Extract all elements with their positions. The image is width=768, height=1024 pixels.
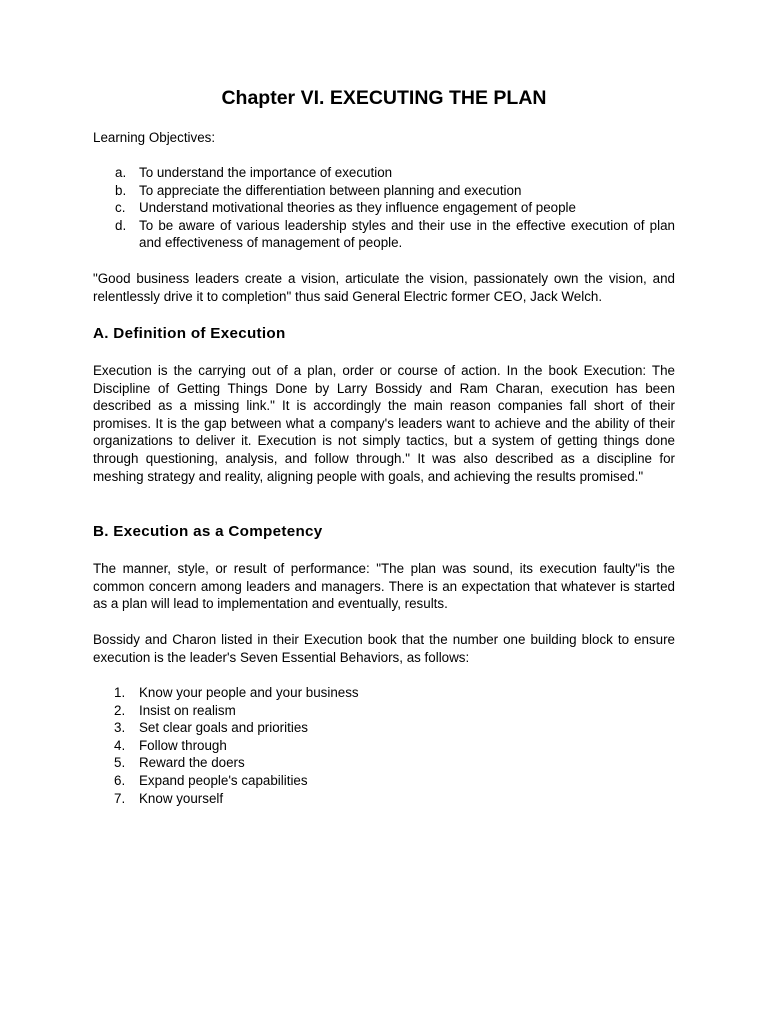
behavior-text: Reward the doers bbox=[139, 755, 245, 771]
objective-text: To be aware of various leadership styles and their use in the effective execution of plan and effectiveness of management of people. bbox=[139, 217, 675, 251]
objective-item bbox=[93, 217, 675, 252]
welch-quote-paragraph: "Good business leaders create a vision, articulate the vision, passionately own the vision, and relentlessly drive it to completion" thus said General Electric former CEO, Jack Welch. bbox=[93, 271, 675, 304]
behaviors-list bbox=[93, 684, 675, 807]
objective-marker: a. bbox=[115, 165, 127, 180]
behavior-text: Know your people and your business bbox=[139, 685, 359, 700]
objective-item bbox=[93, 199, 675, 217]
objective-text: Understand motivational theories as they influence engagement of people bbox=[139, 200, 576, 216]
document-page bbox=[93, 0, 675, 1024]
objectives-label: Learning Objectives: bbox=[93, 130, 216, 145]
section-b-body-2: Bossidy and Charon listed in their Execution book that the number one building block to ensure execution is the leader's Seven Essential Behaviors, as follows: bbox=[93, 632, 675, 665]
behavior-marker: 6. bbox=[114, 772, 126, 788]
objective-item bbox=[93, 164, 675, 182]
behavior-item bbox=[93, 772, 675, 790]
behavior-text: Set clear goals and priorities bbox=[139, 720, 308, 736]
behavior-text: Insist on realism bbox=[139, 702, 236, 718]
behavior-text: Know yourself bbox=[139, 790, 224, 806]
section-b-body-1: The manner, style, or result of performance: "The plan was sound, its execution faulty"is the common concern among leaders and managers. There is an expectation that whatever is started as a plan will lead to implementation and eventually, results. bbox=[93, 561, 675, 612]
behavior-item bbox=[93, 702, 675, 720]
section-a-body: Execution is the carrying out of a plan, order or course of action. In the book Execution: The Discipline of Getting Things Done by Larry Bossidy and Ram Charan, execution has been described as a missing link." It is accordingly the main reason companies fall short of their promises. It is the gap between what a company's leaders want to achieve and the ability of their organizations to deliver it. Execution is not simply tactics, but a system of getting things done through questioning, analysis, and follow through." It was also described as a discipline for meshing strategy and reality, aligning people with goals, and achieving the results promised." bbox=[93, 363, 675, 484]
behavior-item bbox=[93, 754, 675, 772]
behavior-item bbox=[93, 790, 675, 808]
behavior-marker: 4. bbox=[114, 737, 126, 753]
behavior-text: Follow through bbox=[139, 737, 227, 753]
objective-marker: c. bbox=[115, 200, 126, 216]
behavior-item bbox=[93, 737, 675, 755]
behavior-item bbox=[93, 719, 675, 737]
behavior-marker: 2. bbox=[114, 702, 126, 718]
behavior-marker: 5. bbox=[114, 755, 126, 771]
objective-text: To understand the importance of execution bbox=[139, 165, 393, 180]
behavior-marker: 1. bbox=[114, 685, 126, 700]
objective-marker: b. bbox=[115, 182, 127, 198]
chapter-title: Chapter VI. EXECUTING THE PLAN bbox=[221, 87, 547, 109]
objective-text: To appreciate the differentiation between planning and execution bbox=[139, 182, 522, 198]
objective-marker: d. bbox=[115, 217, 127, 233]
behavior-item bbox=[93, 684, 675, 702]
objective-item bbox=[93, 182, 675, 200]
behavior-marker: 7. bbox=[114, 790, 126, 806]
behavior-marker: 3. bbox=[114, 720, 126, 736]
behavior-text: Expand people's capabilities bbox=[139, 772, 308, 788]
section-b-heading: B. Execution as a Competency bbox=[93, 523, 323, 540]
objectives-list bbox=[93, 164, 675, 252]
section-a-heading: A. Definition of Execution bbox=[93, 325, 286, 342]
